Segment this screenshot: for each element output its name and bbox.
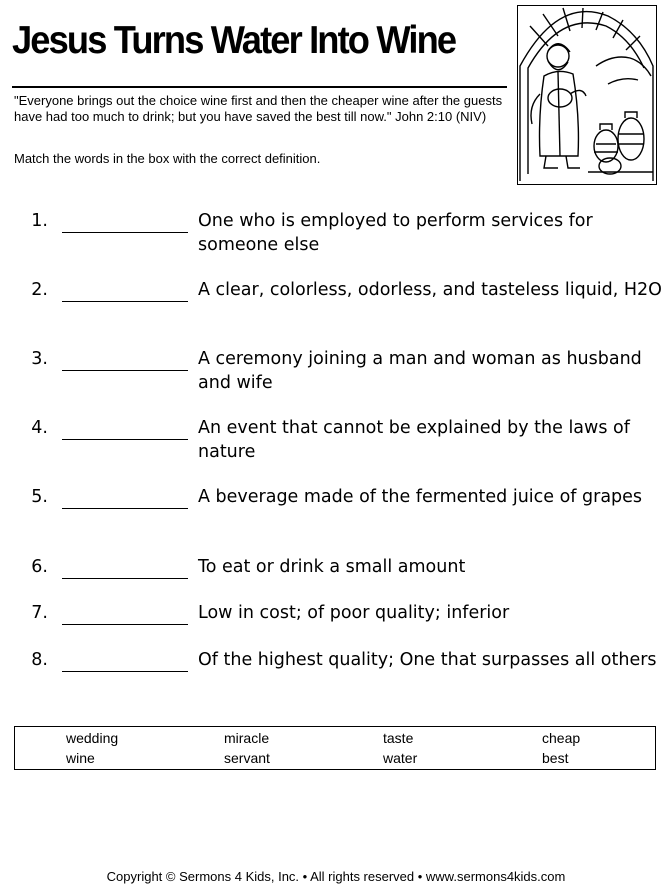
question-definition: A beverage made of the fermented juice of grapes: [198, 487, 643, 507]
answer-blank[interactable]: [62, 486, 188, 509]
word-bank: [14, 726, 656, 770]
answer-blank[interactable]: [62, 210, 188, 233]
question-number: 6.: [31, 557, 48, 577]
question-definition: To eat or drink a small amount: [198, 557, 466, 577]
instructions: Match the words in the box with the correct definition.: [14, 151, 321, 166]
word-bank-item: wedding: [66, 730, 119, 746]
question-definition: An event that cannot be explained by the laws of nature: [198, 418, 630, 462]
answer-blank[interactable]: [62, 417, 188, 440]
jesus-with-water-jars-illustration: [517, 5, 657, 185]
question-number: 7.: [31, 603, 48, 623]
question-number: 4.: [31, 418, 48, 438]
word-bank-item: servant: [224, 750, 270, 766]
answer-blank[interactable]: [62, 602, 188, 625]
question-number: 3.: [31, 349, 48, 369]
answer-blank[interactable]: [62, 556, 188, 579]
question-definition: Of the highest quality; One that surpasses all others: [198, 650, 657, 670]
bible-verse: "Everyone brings out the choice wine first and then the cheaper wine after the guests have had too much to drink; but you have saved the best till now." John 2:10 (NIV): [14, 93, 503, 124]
answer-blank[interactable]: [62, 348, 188, 371]
illustration-drawing: [518, 6, 655, 183]
question-definition: One who is employed to perform services for someone else: [198, 211, 593, 255]
question-number: 5.: [31, 487, 48, 507]
word-bank-item: wine: [66, 750, 95, 766]
question-number: 8.: [31, 650, 48, 670]
question-number: 2.: [31, 280, 48, 300]
word-bank-item: cheap: [542, 730, 581, 746]
answer-blank[interactable]: [62, 649, 188, 672]
question-definition: A clear, colorless, odorless, and tasteless liquid, H2O: [198, 280, 662, 300]
question-number: 1.: [31, 211, 48, 231]
word-bank-item: water: [383, 750, 418, 766]
question-definition: A ceremony joining a man and woman as husband and wife: [198, 349, 642, 393]
word-bank-item: best: [542, 750, 569, 766]
worksheet-title: Jesus Turns Water Into Wine: [12, 19, 456, 62]
word-bank-item: taste: [383, 730, 414, 746]
word-bank-item: miracle: [224, 730, 270, 746]
title-divider: [12, 86, 507, 88]
question-definition: Low in cost; of poor quality; inferior: [198, 603, 510, 623]
copyright-footer: Copyright © Sermons 4 Kids, Inc. • All rights reserved • www.sermons4kids.com: [106, 869, 566, 884]
answer-blank[interactable]: [62, 279, 188, 302]
